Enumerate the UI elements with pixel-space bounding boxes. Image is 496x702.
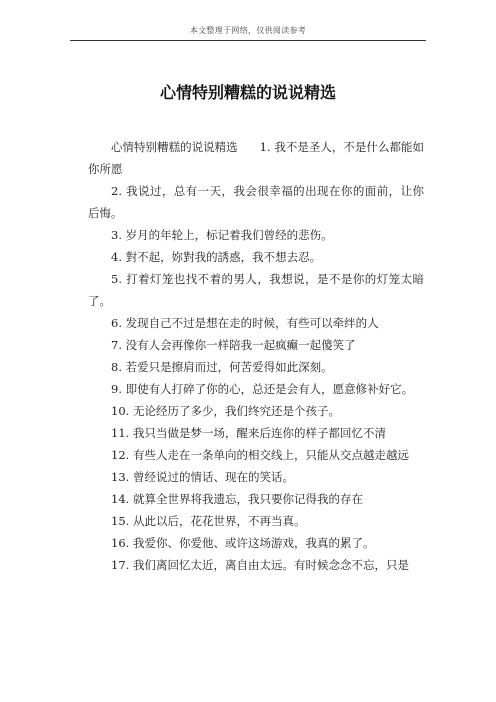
paragraph-17: 17. 我们离回忆太近，离自由太远。有时候念念不忘，只是	[111, 558, 409, 572]
paragraph-4: 4. 對不起，妳對我的誘惑，我不想去忍。	[111, 250, 322, 264]
paragraph-3: 3. 岁月的年轮上，标记着我们曾经的悲伤。	[111, 228, 333, 242]
paragraph-5: 5. 打着灯笼也找不着的男人，我想说，是不是你的灯笼太暗了。	[88, 272, 424, 308]
paragraph-15: 15. 从此以后，花花世界，不再当真。	[111, 514, 306, 528]
paragraph-14: 14. 就算全世界将我遗忘，我只要你记得我的存在	[111, 492, 363, 506]
paragraph-16: 16. 我爱你、你爱他、或许这场游戏，我真的累了。	[111, 536, 375, 550]
header-divider	[70, 40, 426, 41]
paragraph-11: 11. 我只当做是梦一场，醒来后连你的样子都回忆不清	[111, 426, 386, 440]
paragraph-2: 2. 我说过，总有一天，我会很幸福的出现在你的面前，让你后悔。	[88, 184, 424, 220]
item-text: 1. 我不是圣人，不是什么都能如你所愿	[88, 140, 424, 176]
paragraph-13: 13. 曾经说过的情话、现在的笑话。	[111, 470, 294, 484]
paragraph-12: 12. 有些人走在一条单向的相交线上，只能从交点越走越远	[111, 448, 409, 462]
intro-text: 心情特别糟糕的说说精选	[111, 140, 238, 154]
header-note: 本文整理于网络，仅供阅读参考	[189, 26, 307, 35]
paragraph-1	[88, 136, 424, 180]
document-body	[88, 136, 424, 576]
paragraph-9: 9. 即使有人打碎了你的心，总还是会有人，愿意修补好它。	[111, 382, 414, 396]
document-title: 心情特别糟糕的说说精选	[159, 83, 336, 102]
paragraph-8: 8. 若爱只是擦肩而过，何苦爱得如此深刻。	[111, 360, 333, 374]
paragraph-7: 7. 没有人会再像你一样陪我一起疯癫一起傻笑了	[111, 338, 356, 352]
paragraph-10: 10. 无论经历了多少，我们终究还是个孩子。	[111, 404, 340, 418]
paragraph-6: 6. 发现自己不过是想在走的时候，有些可以牵绊的人	[111, 316, 379, 330]
